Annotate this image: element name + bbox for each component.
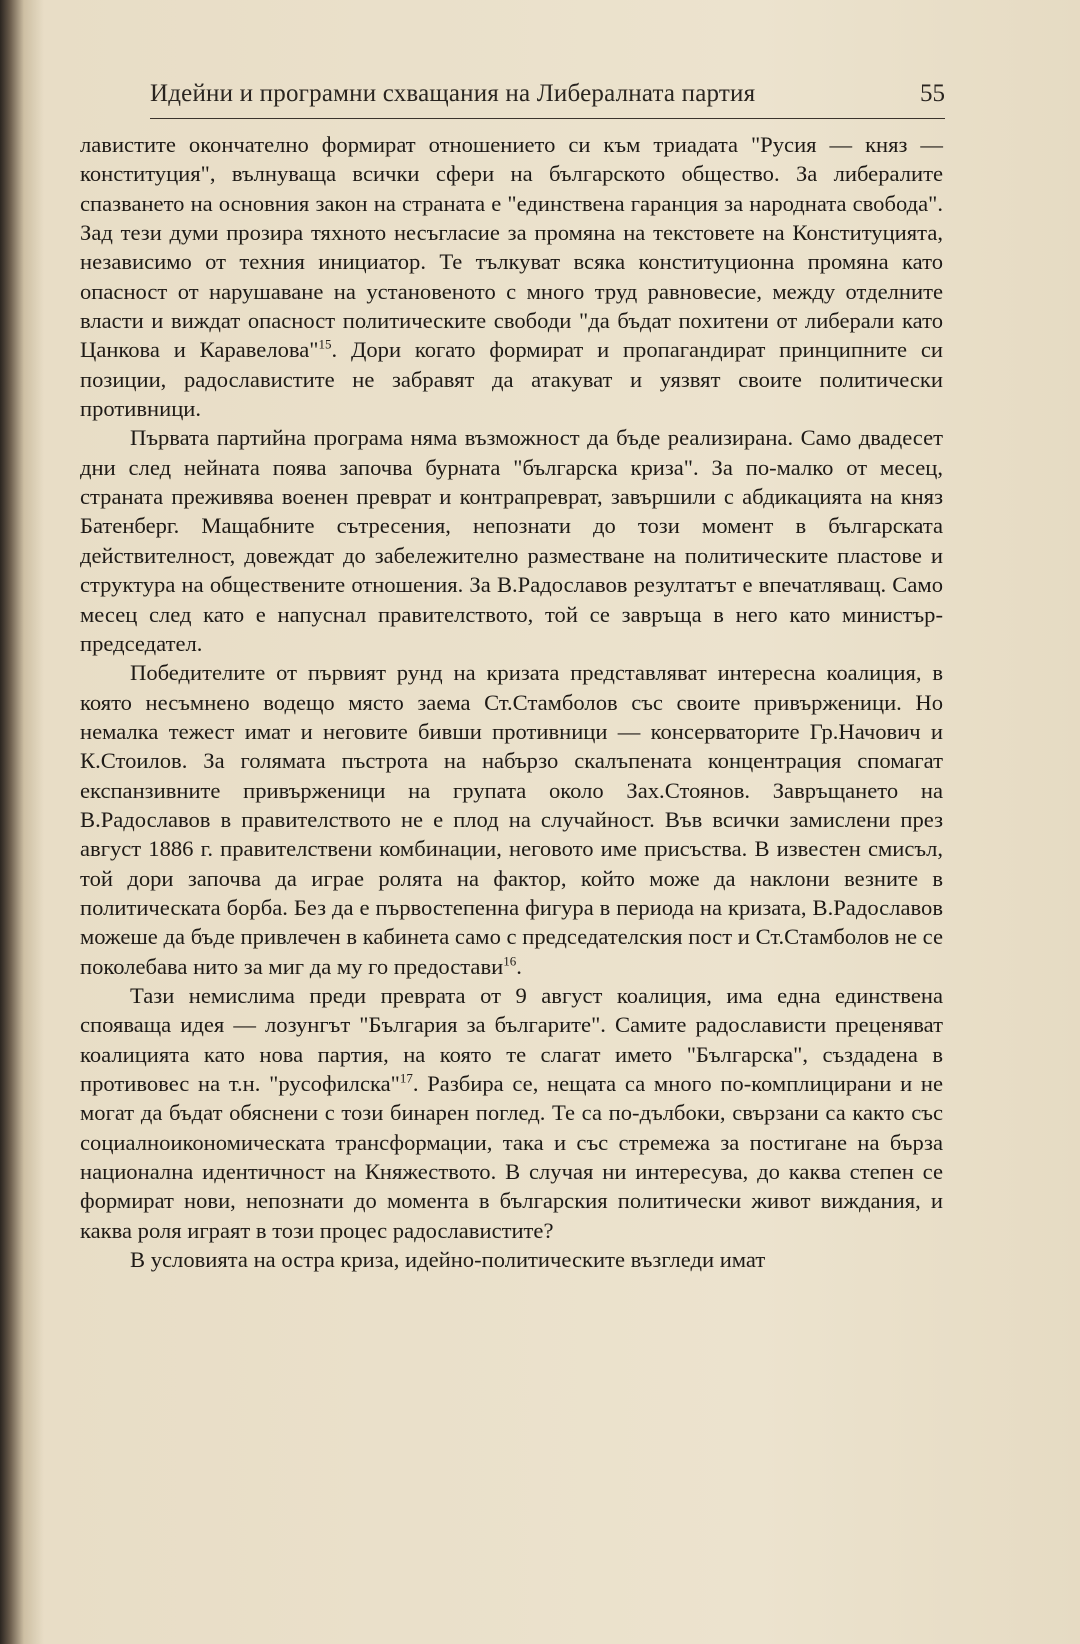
paragraph-3: Победителите от първият рунд на кризата представляват интересна коалиция, в която несъмнено водещо място заема Ст.Стамболов със своите привърженици. Но немалка тежест имат и неговите бивши противници — консерваторите Гр.Начович и К.Стоилов. За голямата пъстрота на набързо скалъпената концентрация спомагат експанзивните привърженици на групата около Зах.Стоянов. Завръщането на В.Радославов в правителството не е плод на случайност. Във всички замислени през август 1886 г. правителствени комбинации, неговото име присъства. В известен смисъл, той дори започва да играе ролята на фактор, който може да наклони везните в политическата борба. Без да е първостепенна фигура в периода на кризата, В.Радославов можеше да бъде привлечен в кабинета само с председателския пост и Ст.Стамболов не се поколебава нито за миг да му го предостави$^{16}$. (80, 660, 943, 979)
footnote-ref-17[interactable]: 17 (399, 1070, 413, 1086)
paragraph-5: В условията на остра криза, идейно-политическите възгледи имат (130, 1247, 766, 1273)
footnote-ref-16[interactable]: 16 (503, 953, 517, 969)
paragraph-4: Тази немислима преди преврата от 9 август коалиция, има една единствена спояваща идея — лозунгът "България за българите". Самите радослависти преценяват коалицията като нова партия, на която те слагат името "Българска", създадена в противовес на т.н. "русофилска"$^{17}$. Разбира се, нещата са много по-комплицирани и не могат да бъдат обяснени с този бинарен поглед. Те са по-дълбоки, свързани са както със социалноикономическата трансформации, така и със стремежа за постигане на бърза национална идентичност на Княжеството. В случая ни интересува, до каква степен се формират нови, непознати до момента в българския политически живот виждания, и каква роля играят в този процес радославистите? (80, 982, 943, 1243)
running-title: Идейни и програмни схващания на Либералната партия (150, 80, 756, 107)
paragraph-1: лавистите окончателно формират отношението си към триадата "Русия — княз — конституция", вълнуваща всички сфери на българското общество. За либералите спазването на основния закон на страната е "единствена гаранция за народната свобода". Зад тези думи прозира тяхното несъгласие за промяна на текстовете на Конституцията, независимо от техния инициатор. Те тълкуват всяка конституционна промяна като опасност от нарушаване на установеното с много труд равновесие, между отделните власти и виждат опасност политическите свободи "да бъдат похитени от либерали като Цанкова и Каравелова"$^{15}$. Дори когато формират и пропагандират принципните си позиции, радославистите не забравят да атакуват и уязвят своите политически противници. (80, 132, 943, 422)
paragraph-2: Първата партийна програма няма възможност да бъде реализирана. Само двадесет дни след нейната поява започва бурната "българска криза". За по-малко от месец, страната преживява военен преврат и контрапреврат, завършили с абдикацията на княз Батенберг. Мащабните сътресения, непознати до този момент в българската действителност, довеждат до забележително разместване на политическите пластове и структура на обществените отношения. За В.Радославов резултатът е впечатляващ. Само месец след като е напуснал правителството, той се завръща в него като министър-председател. (80, 425, 943, 656)
footnote-ref-15[interactable]: 15 (318, 336, 332, 352)
page-number: 55 (920, 80, 945, 107)
running-header (150, 80, 945, 119)
body-text (80, 130, 943, 1274)
